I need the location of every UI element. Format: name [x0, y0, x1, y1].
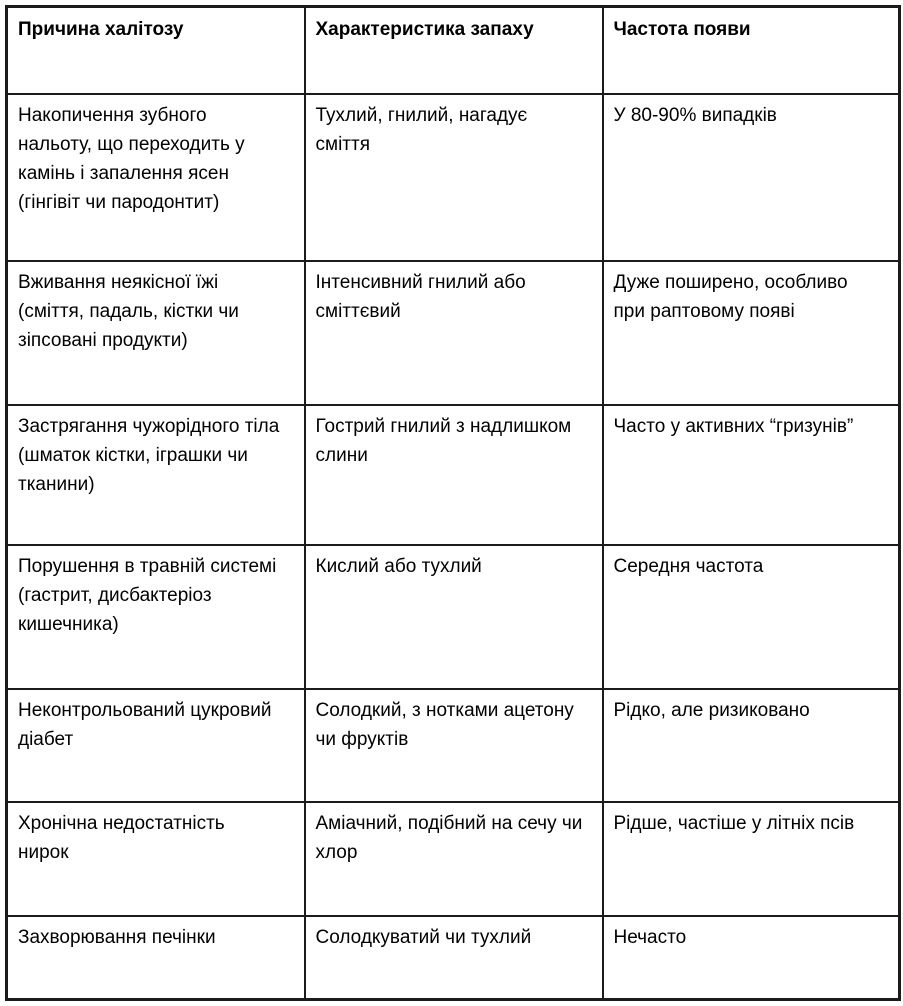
cell-cause: Неконтрольований цукровий діабет — [7, 689, 305, 802]
cell-cause: Застрягання чужорідного тіла (шматок кістки, іграшки чи тканини) — [7, 405, 305, 545]
cell-smell: Тухлий, гнилий, нагадує сміття — [305, 94, 603, 261]
cell-frequency: У 80-90% випадків — [603, 94, 900, 261]
cell-cause: Хронічна недостатність нирок — [7, 802, 305, 916]
cell-smell: Інтенсивний гнилий або сміттєвий — [305, 261, 603, 405]
cell-cause: Захворювання печінки — [7, 916, 305, 1000]
cell-smell: Аміачний, подібний на сечу чи хлор — [305, 802, 603, 916]
cell-frequency: Дуже поширено, особливо при раптовому появі — [603, 261, 900, 405]
cell-smell: Кислий або тухлий — [305, 545, 603, 689]
cell-cause: Вживання неякісної їжі (сміття, падаль, кістки чи зіпсовані продукти) — [7, 261, 305, 405]
cell-cause: Накопичення зубного нальоту, що переходить у камінь і запалення ясен (гінгівіт чи пародонтит) — [7, 94, 305, 261]
cell-cause: Порушення в травній системі (гастрит, дисбактеріоз кишечника) — [7, 545, 305, 689]
header-cell-frequency: Частота появи — [603, 7, 900, 94]
cell-smell: Гострий гнилий з надлишком слини — [305, 405, 603, 545]
cell-frequency: Рідше, частіше у літніх псів — [603, 802, 900, 916]
cell-frequency: Часто у активних “гризунів” — [603, 405, 900, 545]
table-row — [7, 916, 900, 1000]
table-row — [7, 405, 900, 545]
cell-frequency: Нечасто — [603, 916, 900, 1000]
cell-smell: Солодкий, з нотками ацетону чи фруктів — [305, 689, 603, 802]
table-row — [7, 261, 900, 405]
cell-frequency: Рідко, але ризиковано — [603, 689, 900, 802]
table-row — [7, 689, 900, 802]
cell-smell: Солодкуватий чи тухлий — [305, 916, 603, 1000]
cell-frequency: Середня частота — [603, 545, 900, 689]
halitosis-causes-table — [5, 5, 901, 1001]
table-header-row — [7, 7, 900, 94]
header-cell-smell: Характеристика запаху — [305, 7, 603, 94]
table-row — [7, 545, 900, 689]
table-row — [7, 94, 900, 261]
header-cell-cause: Причина халітозу — [7, 7, 305, 94]
table-row — [7, 802, 900, 916]
